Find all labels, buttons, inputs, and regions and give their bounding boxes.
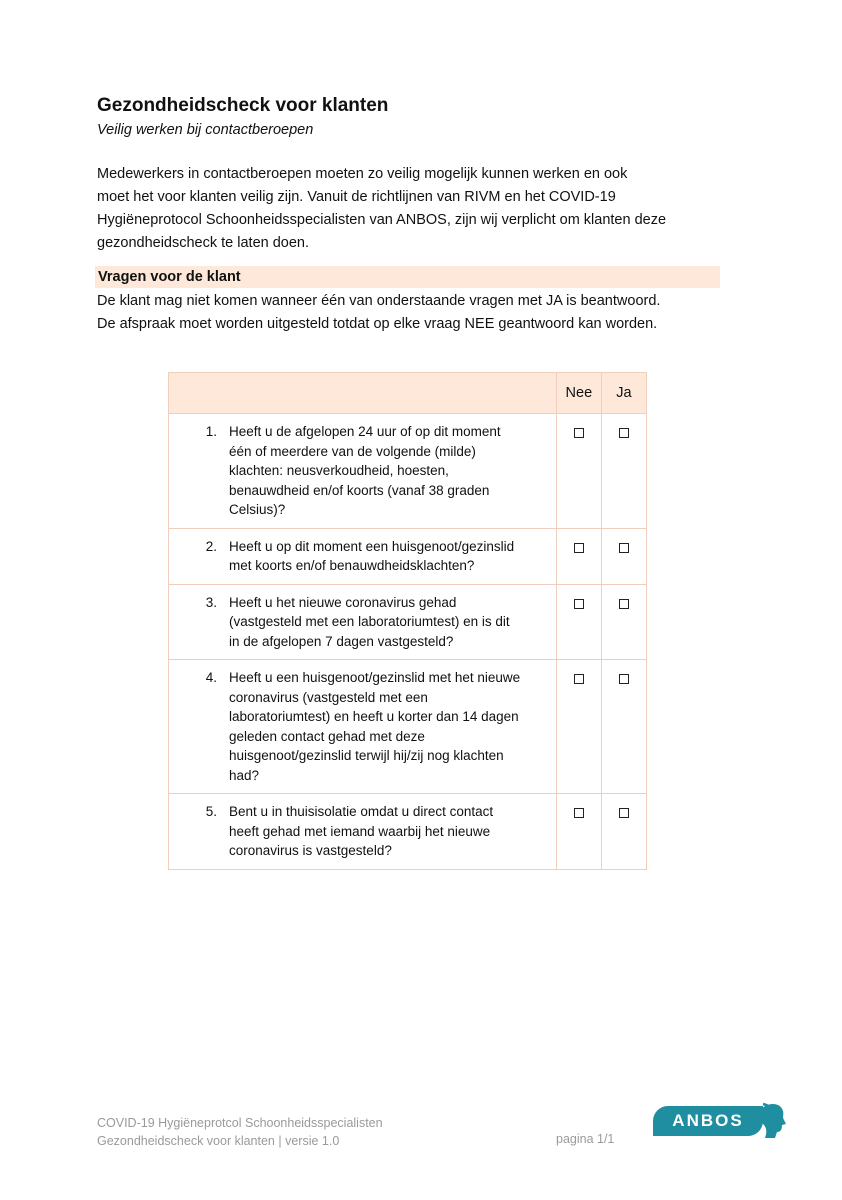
checkbox-yes-3[interactable] bbox=[619, 599, 629, 609]
no-cell bbox=[556, 794, 601, 870]
question-line: coronavirus (vastgesteld met een bbox=[229, 689, 428, 705]
question-number: 4. bbox=[205, 670, 217, 685]
logo-text: ANBOS bbox=[653, 1106, 763, 1136]
question-number: 5. bbox=[205, 804, 217, 819]
anbos-logo bbox=[653, 1102, 793, 1142]
checkbox-no-2[interactable] bbox=[574, 543, 584, 553]
yes-cell bbox=[601, 794, 646, 870]
intro-line: gezondheidscheck te laten doen. bbox=[97, 235, 310, 251]
table-header-row bbox=[169, 373, 647, 414]
header-yes: Ja bbox=[601, 373, 646, 414]
question-line: heeft gehad met iemand waarbij het nieuwe bbox=[229, 823, 491, 839]
checkbox-no-3[interactable] bbox=[574, 599, 584, 609]
yes-cell bbox=[601, 414, 646, 529]
table-row bbox=[169, 794, 647, 870]
question-line: had? bbox=[229, 767, 260, 783]
checkbox-yes-1[interactable] bbox=[619, 428, 629, 438]
checkbox-no-1[interactable] bbox=[574, 428, 584, 438]
question-line: met koorts en/of benauwdheidsklachten? bbox=[229, 558, 475, 573]
table-row bbox=[169, 528, 647, 584]
question-cell bbox=[169, 660, 557, 794]
table-row bbox=[169, 584, 647, 660]
checkbox-no-5[interactable] bbox=[574, 808, 584, 818]
intro-paragraph bbox=[97, 163, 737, 255]
question-line: klachten: neusverkoudheid, hoesten, bbox=[229, 463, 449, 478]
question-line: coronavirus is vastgesteld? bbox=[229, 843, 392, 858]
footer bbox=[97, 1114, 383, 1150]
question-line: Bent u in thuisisolatie omdat u direct contact bbox=[229, 804, 494, 819]
question-number: 3. bbox=[205, 594, 217, 610]
question-cell bbox=[169, 584, 557, 660]
question-line: Celsius)? bbox=[229, 502, 286, 517]
yes-cell bbox=[601, 528, 646, 584]
section-heading: Vragen voor de klant bbox=[95, 266, 720, 288]
question-line: laboratoriumtest) en heeft u korter dan 14 dagen bbox=[229, 709, 519, 724]
intro-line: Hygiëneprotocol Schoonheidsspecialisten van ANBOS, zijn wij verplicht om klanten deze bbox=[97, 212, 667, 228]
question-line: geleden contact gehad met deze bbox=[229, 728, 425, 744]
page-subtitle: Veilig werken bij contactberoepen bbox=[97, 122, 314, 138]
no-cell bbox=[556, 414, 601, 529]
table-row bbox=[169, 414, 647, 529]
footer-line-1: COVID-19 Hygiëneprotcol Schoonheidsspecialisten bbox=[97, 1116, 383, 1130]
question-text bbox=[229, 802, 493, 861]
question-line: Heeft u het nieuwe coronavirus gehad bbox=[229, 594, 457, 610]
no-cell bbox=[556, 528, 601, 584]
question-text bbox=[229, 422, 501, 520]
question-line: (vastgesteld met een laboratoriumtest) en is dit bbox=[229, 614, 510, 629]
header-question-cell bbox=[169, 373, 557, 414]
face-profile-icon bbox=[757, 1102, 793, 1142]
checkbox-yes-5[interactable] bbox=[619, 808, 629, 818]
section-instructions bbox=[97, 290, 660, 336]
checkbox-yes-2[interactable] bbox=[619, 543, 629, 553]
page-title: Gezondheidscheck voor klanten bbox=[97, 95, 389, 116]
question-cell bbox=[169, 528, 557, 584]
header-no: Nee bbox=[556, 373, 601, 414]
questions-table bbox=[168, 372, 647, 870]
question-line: in de afgelopen 7 dagen vastgesteld? bbox=[229, 633, 454, 649]
intro-line: moet het voor klanten veilig zijn. Vanuit de richtlijnen van RIVM en het COVID-19 bbox=[97, 189, 616, 205]
question-line: Heeft u de afgelopen 24 uur of op dit moment bbox=[229, 424, 501, 439]
question-text bbox=[229, 593, 510, 652]
checkbox-no-4[interactable] bbox=[574, 674, 584, 684]
question-line: benauwdheid en/of koorts (vanaf 38 graden bbox=[229, 482, 490, 498]
instruction-line: De afspraak moet worden uitgesteld totdat op elke vraag NEE geantwoord kan worden. bbox=[97, 316, 658, 332]
yes-cell bbox=[601, 584, 646, 660]
yes-cell bbox=[601, 660, 646, 794]
page-number: pagina 1/1 bbox=[556, 1132, 615, 1146]
question-text bbox=[229, 668, 520, 785]
question-cell bbox=[169, 794, 557, 870]
table-row bbox=[169, 660, 647, 794]
no-cell bbox=[556, 584, 601, 660]
no-cell bbox=[556, 660, 601, 794]
question-line: Heeft u op dit moment een huisgenoot/gezinslid bbox=[229, 538, 515, 554]
question-number: 2. bbox=[205, 538, 217, 554]
checkbox-yes-4[interactable] bbox=[619, 674, 629, 684]
question-line: huisgenoot/gezinslid terwijl hij/zij nog klachten bbox=[229, 748, 504, 763]
question-line: één of meerdere van de volgende (milde) bbox=[229, 443, 476, 459]
intro-line: Medewerkers in contactberoepen moeten zo veilig mogelijk kunnen werken en ook bbox=[97, 166, 628, 182]
question-line: Heeft u een huisgenoot/gezinslid met het nieuwe bbox=[229, 670, 521, 685]
footer-line-2: Gezondheidscheck voor klanten | versie 1.0 bbox=[97, 1134, 340, 1148]
question-number: 1. bbox=[205, 424, 217, 439]
instruction-line: De klant mag niet komen wanneer één van onderstaande vragen met JA is beantwoord. bbox=[97, 293, 661, 309]
question-cell bbox=[169, 414, 557, 529]
question-text bbox=[229, 537, 514, 576]
